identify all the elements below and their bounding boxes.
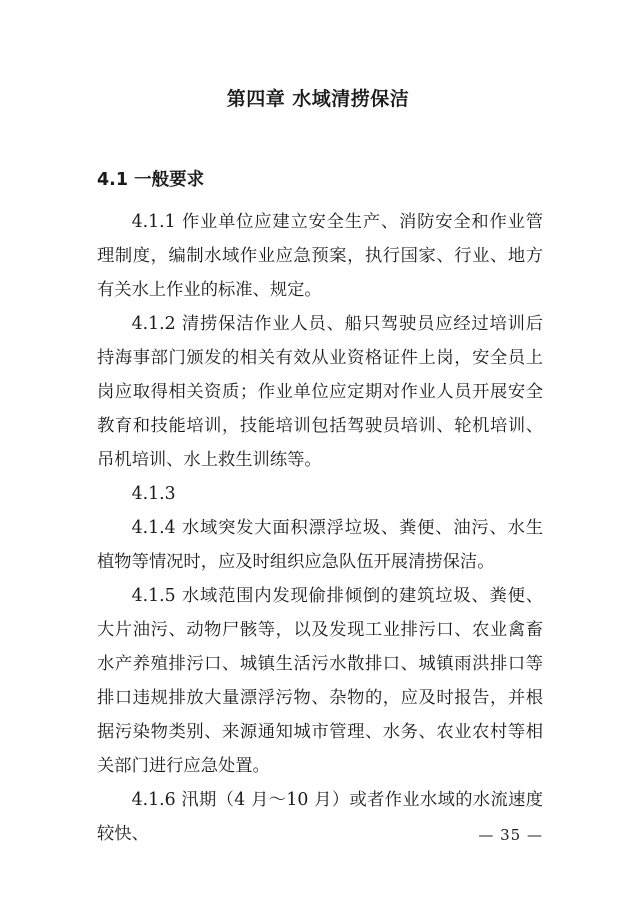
chapter-title: 第四章 水域清捞保洁 (226, 88, 410, 110)
body-text (97, 205, 543, 851)
paragraph-4-1-4: 4.1.4 水域突发大面积漂浮垃圾、粪便、油污、水生植物等情况时，应及时组织应急队伍开展清捞保洁。 (97, 518, 543, 572)
paragraph-4-1-3: 4.1.3 (131, 484, 176, 504)
paragraph-4-1-6: 4.1.6 汛期（4 月～10 月）或者作业水域的水流速度较快、 (97, 790, 543, 844)
section-heading: 4.1 一般要求 (97, 170, 205, 190)
paragraph-4-1-2: 4.1.2 清捞保洁作业人员、船只驾驶员应经过培训后持海事部门颁发的相关有效从业资格证件上岗，安全员上岗应取得相关资质；作业单位应定期对作业人员开展安全教育和技能培训，技能培训包括驾驶员培训、轮机培训、吊机培训、水上救生训练等。 (97, 314, 543, 470)
paragraph-4-1-1: 4.1.1 作业单位应建立安全生产、消防安全和作业管理制度，编制水域作业应急预案，执行国家、行业、地方有关水上作业的标准、规定。 (97, 212, 543, 300)
paragraph-4-1-5: 4.1.5 水域范围内发现偷排倾倒的建筑垃圾、粪便、大片油污、动物尸骸等，以及发现工业排污口、农业禽畜水产养殖排污口、城镇生活污水散排口、城镇雨洪排口等排口违规排放大量漂浮污物、杂物的，应及时报告，并根据污染物类别、来源通知城市管理、水务、农业农村等相关部门进行应急处置。 (97, 586, 543, 776)
page-number: — 35 — (478, 826, 543, 844)
